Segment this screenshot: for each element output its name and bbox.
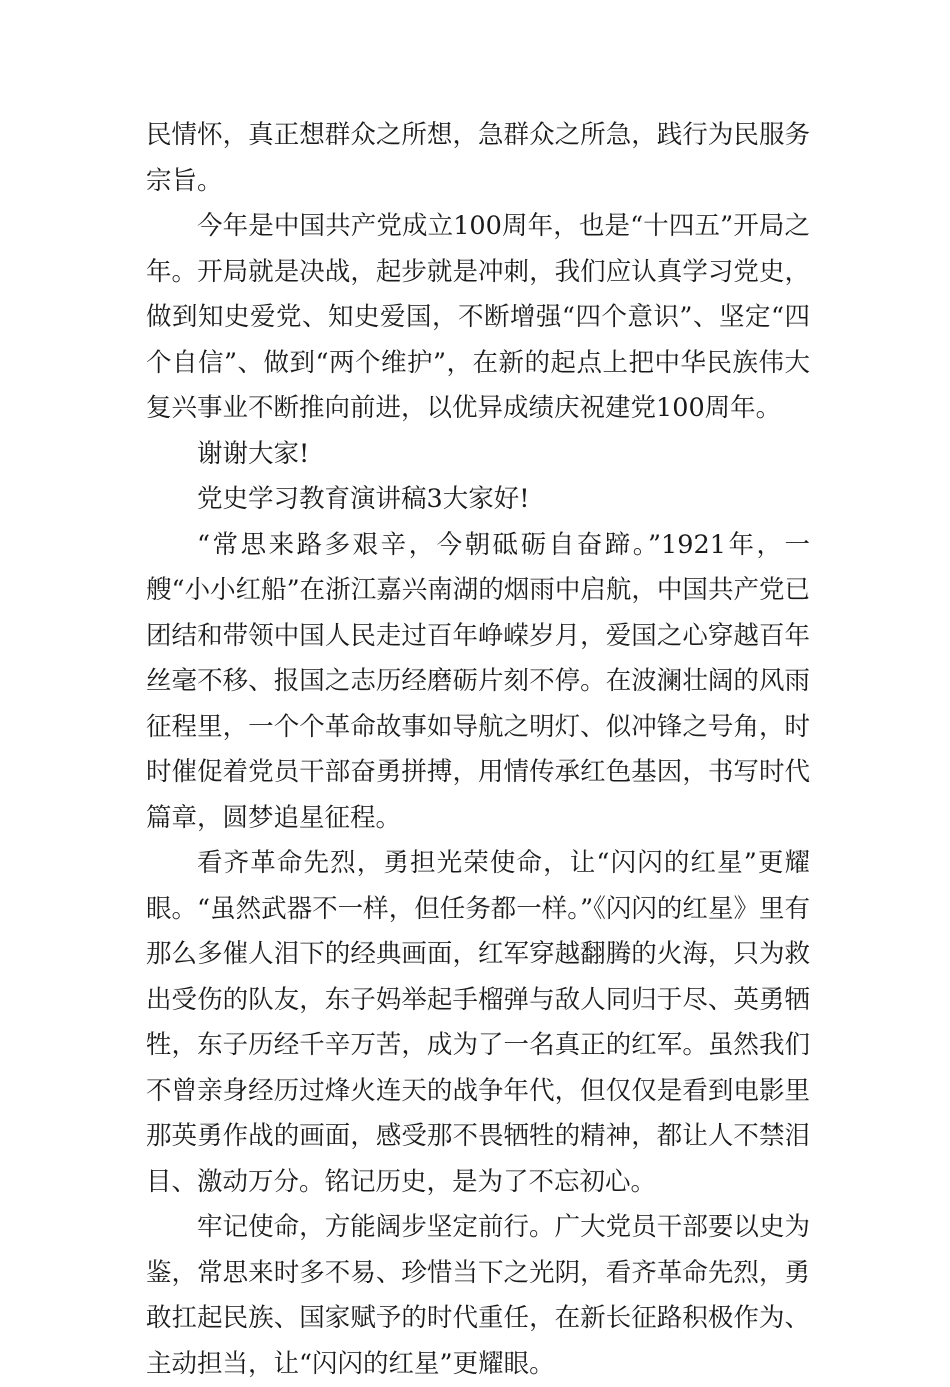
paragraph-red-star: 看齐革命先烈，勇担光荣使命，让“闪闪的红星”更耀眼。“虽然武器不一样，但任务都一样。”《闪闪的红星》里有那么多催人泪下的经典画面，红军穿越翻腾的火海，只为救出受伤的队友，东子妈举起手榴弹与敌人同归于尽、英勇牺牲，东子历经千辛万苦，成为了一名真正的红军。虽然我们不曾亲身经历过烽火连天的战争年代，但仅仅是看到电影里那英勇作战的画面，感受那不畏牺牲的精神，都让人不禁泪目、激动万分。铭记历史，是为了不忘初心。	[146, 848, 810, 1197]
paragraph-continuation: 民情怀，真正想群众之所想，急群众之所急，践行为民服务宗旨。	[146, 120, 810, 196]
document-body	[146, 113, 810, 1387]
paragraph-centenary: 今年是中国共产党成立100周年，也是“十四五”开局之年。开局就是决战，起步就是冲刺，我们应认真学习党史，做到知史爱党、知史爱国，不断增强“四个意识”、坚定“四个自信”、做到“两个维护”，在新的起点上把中华民族伟大复兴事业不断推向前进，以优异成绩庆祝建党100周年。	[146, 211, 810, 423]
paragraph-thanks: 谢谢大家!	[197, 438, 310, 469]
paragraph-red-boat: “常思来路多艰辛，今朝砥砺自奋蹄。”1921年，一艘“小小红船”在浙江嘉兴南湖的烟雨中启航，中国共产党已团结和带领中国人民走过百年峥嵘岁月，爱国之心穿越百年丝毫不移、报国之志历经磨砺片刻不停。在波澜壮阔的风雨征程里，一个个革命故事如导航之明灯、似冲锋之号角，时时催促着党员干部奋勇拼搏，用情传承红色基因，书写时代篇章，圆梦追星征程。	[146, 529, 810, 833]
speech-heading: 党史学习教育演讲稿3大家好!	[197, 484, 530, 514]
paragraph-mission: 牢记使命，方能阔步坚定前行。广大党员干部要以史为鉴，常思来时多不易、珍惜当下之光阴，看齐革命先烈，勇敢扛起民族、国家赋予的时代重任，在新长征路积极作为、主动担当，让“闪闪的红星”更耀眼。	[146, 1212, 810, 1379]
